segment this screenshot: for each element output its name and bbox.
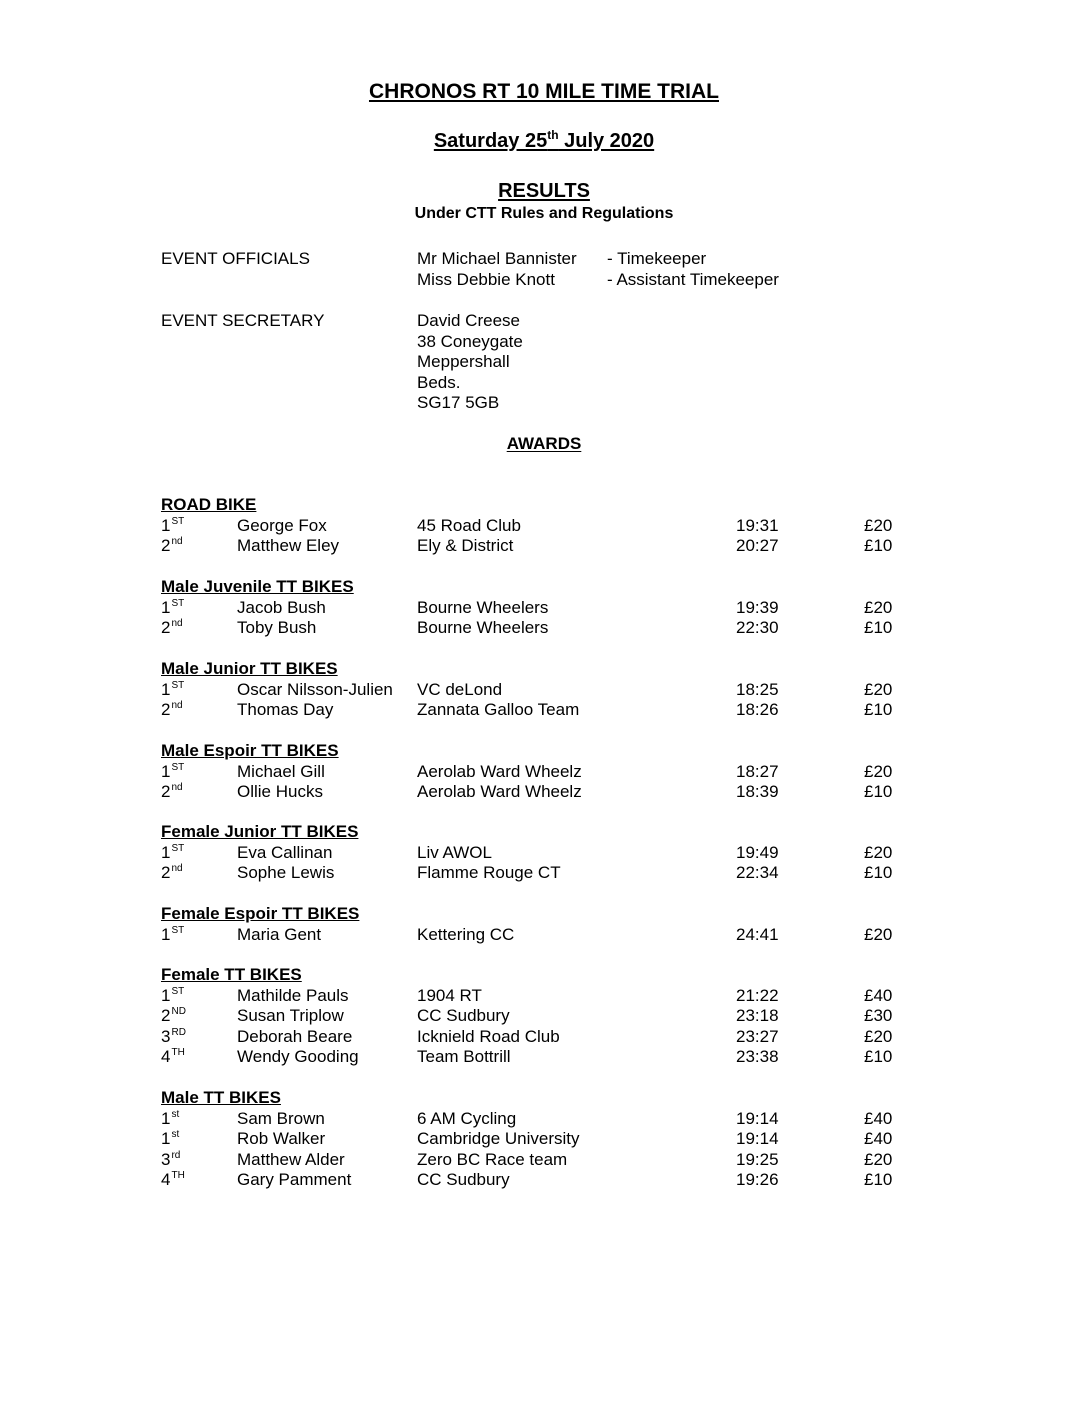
finish-time: 19:31 (736, 515, 779, 535)
finish-time: 19:14 (736, 1129, 779, 1148)
result-row (0, 1129, 1088, 1150)
result-row (0, 1150, 1088, 1171)
rider-name: Rob Walker (237, 1129, 326, 1148)
club-name: CC Sudbury (417, 1006, 510, 1025)
club-name: CC Sudbury (417, 1170, 510, 1189)
secretary-address-line: 38 Coneygate (417, 331, 523, 351)
club-name: Bourne Wheelers (417, 597, 549, 617)
result-row (0, 863, 1088, 884)
club-name: Aerolab Ward Wheelz (417, 761, 582, 781)
rider-name: Oscar Nilsson-Julien (237, 679, 393, 699)
category-heading: Female Junior TT BIKES (161, 822, 359, 841)
rider-name: George Fox (237, 515, 327, 535)
result-row (0, 1047, 1088, 1068)
position (161, 1109, 179, 1130)
position-ordinal: TH (171, 1170, 185, 1181)
position-number: 2 (161, 536, 171, 555)
prize-amount: £10 (864, 1047, 893, 1066)
result-row (0, 598, 1088, 619)
position (161, 1150, 180, 1171)
club-name: Zannata Galloo Team (417, 700, 580, 719)
result-row (0, 700, 1088, 721)
club-name: Cambridge University (417, 1129, 580, 1148)
result-row (0, 680, 1088, 701)
position-ordinal: nd (171, 618, 183, 629)
position-ordinal: RD (171, 1026, 186, 1038)
rider-name: Deborah Beare (237, 1026, 353, 1046)
prize-amount: £20 (864, 1026, 893, 1046)
position (161, 1027, 186, 1048)
rider-name: Michael Gill (237, 761, 325, 781)
prize-amount: £10 (864, 700, 893, 719)
result-row (0, 843, 1088, 864)
position-number: 3 (161, 1026, 171, 1046)
position-number: 1 (161, 842, 171, 862)
prize-amount: £20 (864, 597, 893, 617)
position-number: 1 (161, 679, 171, 699)
result-row (0, 516, 1088, 537)
rider-name: Matthew Alder (237, 1149, 345, 1169)
position-number: 3 (161, 1149, 171, 1169)
position-ordinal: rd (171, 1149, 181, 1161)
result-row (0, 1109, 1088, 1130)
rider-name: Gary Pamment (237, 1170, 352, 1189)
finish-time: 18:26 (736, 700, 779, 719)
position-number: 1 (161, 1108, 171, 1128)
awards-heading: AWARDS (506, 434, 582, 453)
prize-amount: £20 (864, 515, 893, 535)
position-ordinal: nd (171, 536, 183, 547)
position-number: 4 (161, 1170, 171, 1189)
position-ordinal: nd (171, 863, 183, 874)
prize-amount: £20 (864, 1149, 893, 1169)
category-heading: Male Espoir TT BIKES (161, 741, 339, 760)
category-heading: Female Espoir TT BIKES (161, 904, 360, 923)
club-name: Aerolab Ward Wheelz (417, 782, 582, 801)
category-heading: Female TT BIKES (161, 965, 302, 984)
position-ordinal: ND (171, 1006, 186, 1017)
position (161, 618, 183, 639)
finish-time: 18:39 (736, 782, 779, 801)
position-ordinal: ST (171, 761, 185, 773)
position (161, 1047, 185, 1068)
prize-amount: £20 (864, 924, 893, 944)
position (161, 1170, 185, 1191)
prize-amount: £20 (864, 679, 893, 699)
prize-amount: £40 (864, 985, 893, 1005)
position-ordinal: ST (171, 985, 185, 997)
category-heading: Male Juvenile TT BIKES (161, 577, 354, 596)
rider-name: Jacob Bush (237, 597, 326, 617)
club-name: 45 Road Club (417, 515, 521, 535)
position (161, 863, 183, 884)
prize-amount: £40 (864, 1108, 893, 1128)
secretary-address-line: Meppershall (417, 352, 510, 371)
position-number: 2 (161, 700, 171, 719)
document-title: CHRONOS RT 10 MILE TIME TRIAL (368, 80, 719, 103)
position (161, 843, 184, 864)
club-name: Kettering CC (417, 924, 515, 944)
result-row (0, 762, 1088, 783)
finish-time: 19:39 (736, 597, 779, 617)
club-name: Ely & District (417, 536, 514, 555)
rider-name: Ollie Hucks (237, 782, 323, 801)
club-name: Liv AWOL (417, 842, 492, 862)
club-name: 6 AM Cycling (417, 1108, 517, 1128)
rider-name: Maria Gent (237, 924, 322, 944)
finish-time: 18:25 (736, 679, 779, 699)
position (161, 680, 184, 701)
result-row (0, 536, 1088, 557)
finish-time: 19:14 (736, 1108, 779, 1128)
result-row (0, 986, 1088, 1007)
prize-amount: £20 (864, 761, 893, 781)
position-number: 1 (161, 985, 171, 1005)
rider-name: Mathilde Pauls (237, 985, 349, 1005)
position-ordinal: ST (171, 515, 185, 527)
category-heading: ROAD BIKE (161, 495, 257, 514)
rider-name: Eva Callinan (237, 842, 333, 862)
rider-name: Sam Brown (237, 1108, 325, 1128)
result-row (0, 925, 1088, 946)
position (161, 925, 184, 946)
position (161, 536, 183, 557)
club-name: 1904 RT (417, 985, 482, 1005)
position (161, 1006, 186, 1027)
prize-amount: £10 (864, 782, 893, 801)
position-number: 1 (161, 761, 171, 781)
officials-label: EVENT OFFICIALS (161, 249, 310, 268)
position-ordinal: ST (171, 679, 185, 691)
finish-time: 19:25 (736, 1149, 779, 1169)
finish-time: 22:30 (736, 618, 779, 637)
position (161, 1129, 179, 1150)
rider-name: Susan Triplow (237, 1006, 344, 1025)
position (161, 782, 183, 803)
position-number: 1 (161, 597, 171, 617)
position-ordinal: st (171, 1129, 180, 1140)
finish-time: 19:26 (736, 1170, 779, 1189)
finish-time: 19:49 (736, 842, 779, 862)
prize-amount: £30 (864, 1006, 893, 1025)
prize-amount: £20 (864, 842, 893, 862)
position-number: 1 (161, 515, 171, 535)
official-name: Miss Debbie Knott (417, 270, 555, 289)
prize-amount: £10 (864, 618, 893, 637)
date-suffix: July 2020 (558, 130, 655, 152)
official-role: - Assistant Timekeeper (607, 270, 779, 289)
finish-time: 22:34 (736, 863, 779, 882)
date-ordinal: th (547, 128, 559, 142)
rider-name: Matthew Eley (237, 536, 340, 555)
finish-time: 23:27 (736, 1026, 779, 1046)
rules-subtitle: Under CTT Rules and Regulations (414, 205, 674, 222)
finish-time: 20:27 (736, 536, 779, 555)
secretary-address-line: Beds. (417, 372, 461, 392)
prize-amount: £10 (864, 863, 893, 882)
date-prefix: Saturday 25 (433, 130, 548, 152)
finish-time: 21:22 (736, 985, 779, 1005)
club-name: Team Bottrill (417, 1047, 511, 1066)
position-ordinal: st (171, 1108, 180, 1120)
position (161, 762, 184, 783)
official-role: - Timekeeper (607, 249, 707, 268)
finish-time: 23:38 (736, 1047, 779, 1066)
category-heading: Male Junior TT BIKES (161, 659, 338, 678)
secretary-label: EVENT SECRETARY (161, 311, 325, 330)
finish-time: 18:27 (736, 761, 779, 781)
position-number: 2 (161, 782, 171, 801)
position (161, 700, 183, 721)
club-name: Flamme Rouge CT (417, 863, 561, 882)
position-number: 4 (161, 1047, 171, 1066)
club-name: Icknield Road Club (417, 1026, 560, 1046)
position-number: 1 (161, 924, 171, 944)
position-ordinal: nd (171, 782, 183, 793)
position-number: 2 (161, 863, 171, 882)
club-name: Bourne Wheelers (417, 618, 549, 637)
finish-time: 23:18 (736, 1006, 779, 1025)
category-heading: Male TT BIKES (161, 1088, 281, 1107)
result-row (0, 1170, 1088, 1191)
position-number: 2 (161, 1006, 171, 1025)
position-ordinal: ST (171, 924, 185, 936)
official-name: Mr Michael Bannister (417, 249, 577, 268)
position-number: 2 (161, 618, 171, 637)
result-row (0, 782, 1088, 803)
results-heading: RESULTS (498, 180, 590, 202)
result-row (0, 1027, 1088, 1048)
secretary-address-line: SG17 5GB (417, 393, 500, 412)
result-row (0, 1006, 1088, 1027)
club-name: VC deLond (417, 679, 503, 699)
position-ordinal: ST (171, 842, 185, 854)
rider-name: Thomas Day (237, 700, 334, 719)
position (161, 598, 184, 619)
position (161, 516, 184, 537)
rider-name: Toby Bush (237, 618, 317, 637)
prize-amount: £40 (864, 1129, 893, 1148)
prize-amount: £10 (864, 1170, 893, 1189)
secretary-address-line: David Creese (417, 311, 520, 330)
position (161, 986, 184, 1007)
position-number: 1 (161, 1129, 171, 1148)
position-ordinal: nd (171, 700, 183, 711)
rider-name: Sophe Lewis (237, 863, 335, 882)
event-date (0, 130, 1088, 153)
result-row (0, 618, 1088, 639)
club-name: Zero BC Race team (417, 1149, 568, 1169)
rider-name: Wendy Gooding (237, 1047, 359, 1066)
position-ordinal: ST (171, 597, 185, 609)
position-ordinal: TH (171, 1047, 185, 1058)
prize-amount: £10 (864, 536, 893, 555)
finish-time: 24:41 (736, 924, 779, 944)
